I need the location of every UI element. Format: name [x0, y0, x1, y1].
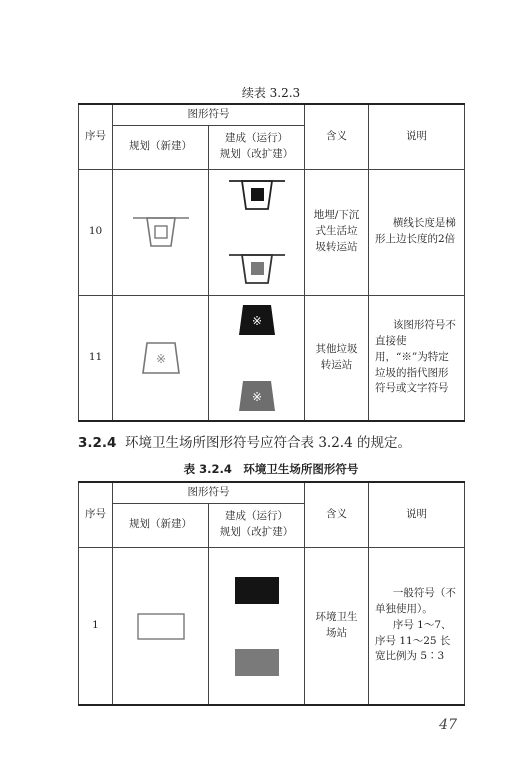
page-number: 47 [439, 717, 457, 733]
col-symbol-header: 图形符号 [113, 482, 305, 503]
note-paragraph: 序号 1～7、序号 11～25 长宽比例为 5∶3 [375, 618, 452, 663]
other-waste-transfer-expansion-icon [237, 379, 277, 413]
note-cell: 横线长度是梯形上边长度的2倍 [369, 169, 465, 295]
meaning-line: 式生活垃 [315, 225, 358, 238]
svg-text:※: ※ [155, 351, 166, 366]
section-number: 3.2.4 [78, 435, 117, 451]
built-header-line1: 建成（运行） [225, 510, 288, 523]
col-note-header: 说明 [369, 482, 465, 547]
table2 [78, 481, 465, 706]
built-header-line1: 建成（运行） [225, 132, 288, 145]
col-built-header [209, 503, 305, 547]
note-paragraph: 一般符号（不单独使用）。 [375, 587, 456, 616]
underground-transfer-station-built-icon [227, 178, 287, 212]
table-row [79, 169, 465, 295]
col-planned-header: 规划（新建） [113, 125, 209, 169]
meaning-line: 圾转运站 [315, 240, 358, 253]
meaning-cell [305, 547, 369, 705]
other-waste-transfer-outline-icon [141, 340, 181, 376]
table1-header-row [79, 104, 465, 125]
table-row [79, 295, 465, 421]
sanitation-station-expansion-icon [233, 647, 281, 677]
sanitation-station-built-icon [233, 575, 281, 605]
col-index-header: 序号 [79, 482, 113, 547]
svg-text:※: ※ [251, 313, 262, 328]
svg-text:※: ※ [251, 389, 262, 404]
planned-symbol-cell [113, 295, 209, 421]
section-heading [78, 431, 411, 451]
note-cell: 该图形符号不直接使用，“※”为特定垃圾的指代图形符号或文字符号 [369, 295, 465, 421]
row-index: 1 [79, 547, 113, 705]
col-planned-header: 规划（新建） [113, 503, 209, 547]
meaning-cell [305, 169, 369, 295]
underground-transfer-station-expansion-icon [227, 252, 287, 286]
table2-header-row [79, 482, 465, 503]
built-symbol-cell [209, 295, 305, 421]
col-symbol-header: 图形符号 [113, 104, 305, 125]
col-meaning-header: 含义 [305, 482, 369, 547]
col-meaning-header: 含义 [305, 104, 369, 169]
col-note-header: 说明 [369, 104, 465, 169]
meaning-line: 其他垃圾 [315, 343, 358, 355]
built-symbol-cell [209, 547, 305, 705]
built-header-line2: 规划（改扩建） [219, 148, 294, 160]
meaning-line: 转运站 [320, 358, 353, 371]
meaning-line: 地埋/下沉 [313, 209, 360, 222]
meaning-line: 环境卫生 [315, 611, 358, 623]
col-index-header: 序号 [79, 104, 113, 169]
row-index: 10 [79, 169, 113, 295]
table2-caption: 表 3.2.4 环境卫生场所图形符号 [183, 462, 359, 476]
table1 [78, 103, 465, 422]
meaning-cell [305, 295, 369, 421]
underground-transfer-station-outline-icon [131, 214, 191, 250]
row-index: 11 [79, 295, 113, 421]
planned-symbol-cell [113, 547, 209, 705]
col-built-header [209, 125, 305, 169]
meaning-line: 场站 [326, 626, 347, 639]
section-text: 环境卫生场所图形符号应符合表 3.2.4 的规定。 [125, 435, 411, 451]
table1-caption: 续表 3.2.3 [241, 86, 301, 100]
other-waste-transfer-built-icon [237, 303, 277, 337]
built-symbol-cell [209, 169, 305, 295]
built-header-line2: 规划（改扩建） [219, 526, 294, 538]
sanitation-station-outline-icon [136, 611, 186, 641]
table-row [79, 547, 465, 705]
planned-symbol-cell [113, 169, 209, 295]
note-cell [369, 547, 465, 705]
